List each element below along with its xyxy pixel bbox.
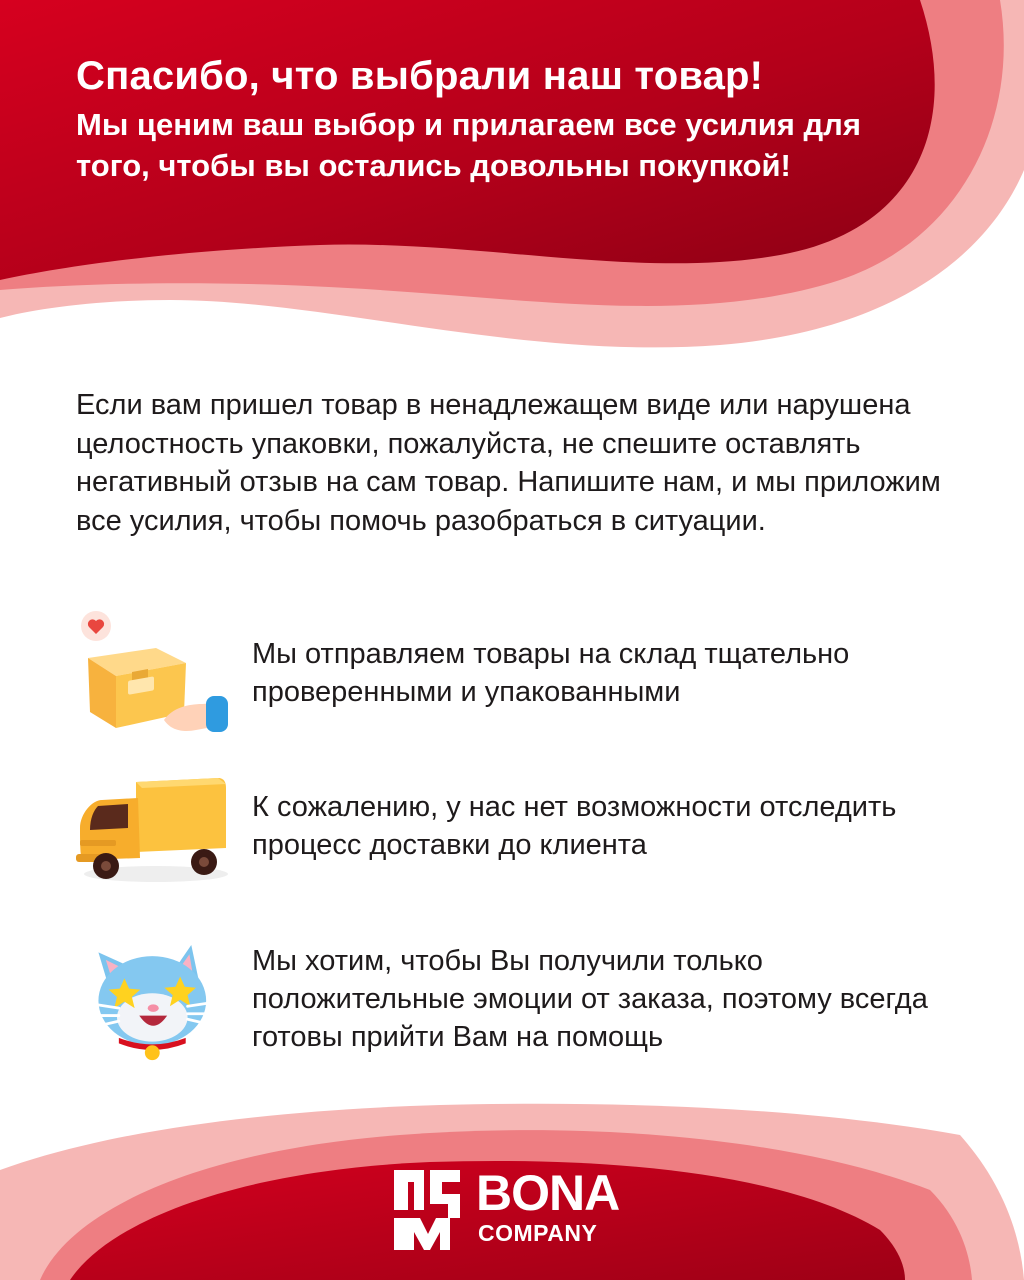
feature-text: К сожалению, у нас нет возможности отследить процесс доставки до клиента <box>252 791 897 861</box>
intro-paragraph: Если вам пришел товар в ненадлежащем виде или нарушена целостность упаковки, пожалуйста, не спешите оставлять негативный отзыв на сам товар. Напишите нам, и мы приложим все усилия, чтобы помочь разобраться в ситуации. <box>76 389 941 537</box>
page-title: Спасибо, что выбрали наш товар! <box>76 54 764 98</box>
cat-star-eyes-icon <box>76 932 236 1062</box>
brand-logo <box>392 1164 652 1254</box>
feature-item-support <box>76 932 976 1062</box>
feature-item-packaging <box>76 608 976 738</box>
page-subtitle: Мы ценим ваш выбор и прилагаем все усилия для того, чтобы вы остались довольны покупкой! <box>76 107 861 183</box>
logo-mark-icon <box>392 1168 462 1252</box>
feature-text: Мы отправляем товары на склад тщательно проверенными и упакованными <box>252 638 850 708</box>
logo-company-text: COMPANY <box>478 1220 598 1246</box>
feature-text: Мы хотим, чтобы Вы получили только положительные эмоции от заказа, поэтому всегда готовы прийти Вам на помощь <box>252 945 928 1053</box>
header <box>76 52 876 186</box>
feature-item-delivery <box>76 770 976 900</box>
logo-brand-text: BONA <box>476 1165 620 1221</box>
box-hand-icon <box>76 608 236 738</box>
truck-icon <box>76 770 236 900</box>
